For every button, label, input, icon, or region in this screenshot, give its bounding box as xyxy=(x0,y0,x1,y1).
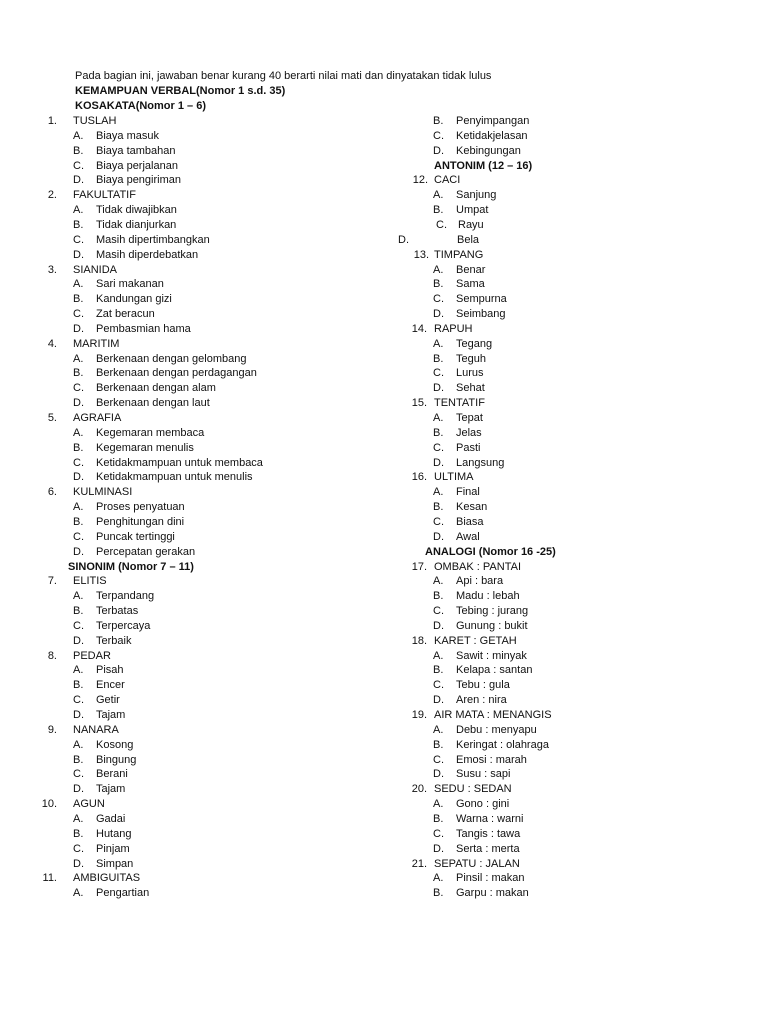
option-letter: B. xyxy=(433,590,444,603)
question-number: 19. xyxy=(411,709,427,721)
question-word: RAPUH xyxy=(434,322,473,335)
option-text: Penyimpangan xyxy=(456,115,530,127)
option-letter: A. xyxy=(433,337,444,350)
question-number: 13. xyxy=(413,248,429,261)
option-text: Tepat xyxy=(456,412,483,424)
option-letter: B. xyxy=(433,887,444,900)
option-text: Percepatan gerakan xyxy=(96,545,196,558)
option-text: Kegemaran membaca xyxy=(96,426,205,439)
option-text: Madu : lebah xyxy=(456,590,520,603)
section-heading: SINONIM (Nomor 7 – 11) xyxy=(68,560,194,573)
section-heading: KOSAKATA(Nomor 1 – 6) xyxy=(75,100,206,112)
option-text: Kandungan gizi xyxy=(96,293,172,306)
question-word: TIMPANG xyxy=(434,248,484,261)
option-text: Api : bara xyxy=(456,575,504,588)
option-letter: D. xyxy=(73,545,84,558)
option-letter: B. xyxy=(73,218,84,231)
option-text: Seimbang xyxy=(456,308,506,321)
option-text: Terbaik xyxy=(96,634,132,647)
question-word: ELITIS xyxy=(73,575,107,588)
option-text: Tangis : tawa xyxy=(456,827,521,840)
option-letter: A. xyxy=(433,872,444,885)
option-letter: D. xyxy=(73,397,84,410)
option-letter: D. xyxy=(73,322,84,335)
question-word: ULTIMA xyxy=(434,471,474,484)
option-letter: C. xyxy=(73,382,84,395)
question-number: 10. xyxy=(41,798,57,811)
option-text: Berani xyxy=(96,768,128,781)
question-number: 11. xyxy=(42,872,57,885)
option-letter: D. xyxy=(398,233,409,246)
option-letter: A. xyxy=(73,278,84,291)
option-letter: B. xyxy=(73,679,84,692)
option-text: Warna : warni xyxy=(456,812,524,825)
option-text: Kebingungan xyxy=(456,144,521,157)
option-text: Garpu : makan xyxy=(456,887,529,900)
option-letter: D. xyxy=(433,456,444,469)
question-number: 1. xyxy=(47,115,57,127)
question-word: OMBAK : PANTAI xyxy=(434,560,521,573)
question-number: 9. xyxy=(47,723,57,736)
option-text: Simpan xyxy=(96,857,134,870)
question-number: 6. xyxy=(47,486,57,499)
option-letter: B. xyxy=(433,738,444,751)
option-letter: D. xyxy=(73,783,84,796)
option-text: Emosi : marah xyxy=(456,753,527,766)
option-letter: A. xyxy=(73,738,84,751)
option-text: Bela xyxy=(457,233,480,246)
option-letter: B. xyxy=(73,441,84,454)
question-word: NANARA xyxy=(73,723,119,736)
option-letter: C. xyxy=(73,159,84,172)
option-text: Kegemaran menulis xyxy=(96,441,194,454)
option-text: Biaya perjalanan xyxy=(96,159,178,172)
option-text: Gono : gini xyxy=(456,798,510,811)
question-word: AGUN xyxy=(73,798,105,811)
question-number: 20. xyxy=(411,783,427,796)
option-letter: A. xyxy=(73,352,84,365)
option-letter: D. xyxy=(73,709,84,721)
question-number: 12. xyxy=(412,174,428,187)
option-letter: A. xyxy=(433,486,444,499)
option-text: Getir xyxy=(96,694,120,707)
main-heading: KEMAMPUAN VERBAL(Nomor 1 s.d. 35) xyxy=(75,85,286,97)
question-number: 2. xyxy=(47,189,57,202)
question-word: KULMINASI xyxy=(73,486,133,499)
option-text: Pisah xyxy=(96,664,124,677)
question-number: 7. xyxy=(47,575,57,588)
option-letter: C. xyxy=(433,605,444,618)
option-letter: A. xyxy=(73,812,84,825)
option-text: Sawit : minyak xyxy=(456,649,527,662)
option-text: Jelas xyxy=(456,426,482,439)
section-heading: ANTONIM (12 – 16) xyxy=(434,159,533,172)
option-text: Biasa xyxy=(456,515,484,528)
option-text: Puncak tertinggi xyxy=(96,530,175,543)
option-letter: D. xyxy=(73,634,84,647)
option-letter: D. xyxy=(433,308,444,321)
option-text: Pasti xyxy=(456,441,481,454)
option-text: Tajam xyxy=(96,783,126,796)
option-text: Kelapa : santan xyxy=(456,664,533,677)
option-letter: D. xyxy=(433,144,444,157)
option-letter: B. xyxy=(73,367,84,380)
option-letter: A. xyxy=(433,798,444,811)
option-text: Terpercaya xyxy=(96,619,151,632)
option-letter: C. xyxy=(436,218,447,231)
option-letter: D. xyxy=(433,382,444,395)
option-letter: B. xyxy=(73,605,84,618)
option-text: Tidak dianjurkan xyxy=(96,218,177,231)
question-number: 3. xyxy=(47,263,57,276)
option-text: Terpandang xyxy=(96,590,155,603)
option-text: Berkenaan dengan perdagangan xyxy=(96,367,257,380)
option-letter: A. xyxy=(73,204,84,217)
option-letter: A. xyxy=(73,887,84,900)
option-text: Biaya masuk xyxy=(96,129,159,142)
option-text: Kosong xyxy=(96,738,134,751)
question-word: FAKULTATIF xyxy=(73,189,136,202)
option-letter: B. xyxy=(433,278,444,291)
option-text: Keringat : olahraga xyxy=(456,738,549,751)
option-letter: D. xyxy=(73,857,84,870)
option-text: Zat beracun xyxy=(96,308,155,321)
question-number: 8. xyxy=(47,649,57,662)
option-letter: B. xyxy=(433,352,444,365)
option-text: Final xyxy=(456,486,480,499)
question-word: CACI xyxy=(434,174,461,187)
option-letter: C. xyxy=(433,753,444,766)
question-word: TUSLAH xyxy=(73,115,117,127)
option-text: Tajam xyxy=(96,709,126,721)
question-word: SIANIDA xyxy=(73,263,118,276)
option-text: Ketidakmampuan untuk membaca xyxy=(96,456,263,469)
option-letter: A. xyxy=(73,664,84,677)
option-text: Berkenaan dengan alam xyxy=(96,382,216,395)
option-text: Encer xyxy=(96,679,125,692)
option-letter: B. xyxy=(433,501,444,514)
option-letter: B. xyxy=(73,827,84,840)
option-text: Masih diperdebatkan xyxy=(96,248,199,261)
question-word: KARET : GETAH xyxy=(434,634,517,647)
option-letter: B. xyxy=(433,204,444,217)
question-number: 21. xyxy=(411,857,427,870)
option-text: Rayu xyxy=(458,218,484,231)
option-text: Pembasmian hama xyxy=(96,322,191,335)
option-letter: C. xyxy=(73,308,84,321)
option-text: Biaya pengiriman xyxy=(96,174,181,187)
question-word: SEPATU : JALAN xyxy=(434,857,520,870)
option-letter: D. xyxy=(433,619,444,632)
question-word: SEDU : SEDAN xyxy=(434,783,512,796)
option-text: Gadai xyxy=(96,812,126,825)
option-text: Awal xyxy=(456,530,480,543)
option-letter: C. xyxy=(73,233,84,246)
option-letter: B. xyxy=(73,144,84,157)
option-text: Pengartian xyxy=(96,887,150,900)
option-text: Serta : merta xyxy=(456,842,520,855)
option-letter: D. xyxy=(433,768,444,781)
question-word: AIR MATA : MENANGIS xyxy=(434,709,552,721)
option-letter: C. xyxy=(433,129,444,142)
option-letter: D. xyxy=(73,174,84,187)
option-text: Langsung xyxy=(456,456,505,469)
question-number: 18. xyxy=(411,634,427,647)
option-text: Aren : nira xyxy=(456,694,507,707)
question-number: 16. xyxy=(411,471,427,484)
option-letter: C. xyxy=(73,530,84,543)
option-text: Sama xyxy=(456,278,485,291)
option-letter: A. xyxy=(73,590,84,603)
option-letter: D. xyxy=(73,248,84,261)
question-word: TENTATIF xyxy=(434,397,485,410)
question-word: AMBIGUITAS xyxy=(73,872,141,885)
option-text: Proses penyatuan xyxy=(96,501,185,514)
option-text: Pinjam xyxy=(96,842,130,855)
option-letter: C. xyxy=(73,619,84,632)
option-text: Debu : menyapu xyxy=(456,723,537,736)
option-text: Masih dipertimbangkan xyxy=(96,233,210,246)
option-text: Sanjung xyxy=(456,189,497,202)
option-text: Tegang xyxy=(456,337,493,350)
option-letter: B. xyxy=(433,426,444,439)
option-letter: C. xyxy=(433,679,444,692)
question-word: MARITIM xyxy=(73,337,120,350)
option-text: Berkenaan dengan laut xyxy=(96,397,210,410)
option-letter: C. xyxy=(73,456,84,469)
option-letter: A. xyxy=(73,426,84,439)
option-text: Tidak diwajibkan xyxy=(96,204,177,217)
option-letter: B. xyxy=(433,115,444,127)
section-heading: ANALOGI (Nomor 16 -25) xyxy=(425,545,556,558)
option-text: Sehat xyxy=(456,382,485,395)
option-text: Teguh xyxy=(456,352,486,365)
option-letter: D. xyxy=(433,530,444,543)
option-letter: C. xyxy=(433,827,444,840)
intro-text: Pada bagian ini, jawaban benar kurang 40 berarti nilai mati dan dinyatakan tidak lulus xyxy=(75,70,492,82)
option-letter: A. xyxy=(433,189,444,202)
option-letter: A. xyxy=(73,501,84,514)
option-letter: C. xyxy=(73,768,84,781)
option-letter: D. xyxy=(73,471,84,484)
option-letter: C. xyxy=(433,441,444,454)
option-letter: B. xyxy=(73,293,84,306)
option-letter: C. xyxy=(433,293,444,306)
option-text: Tebu : gula xyxy=(456,679,510,692)
option-letter: B. xyxy=(73,515,84,528)
question-number: 5. xyxy=(47,412,57,424)
question-number: 4. xyxy=(47,337,57,350)
option-text: Penghitungan dini xyxy=(96,515,185,528)
option-text: Terbatas xyxy=(96,605,139,618)
question-number: 14. xyxy=(411,322,427,335)
question-number: 17. xyxy=(411,560,427,573)
option-text: Biaya tambahan xyxy=(96,144,176,157)
option-text: Bingung xyxy=(96,753,137,766)
option-text: Benar xyxy=(456,263,486,276)
option-letter: D. xyxy=(433,694,444,707)
option-text: Umpat xyxy=(456,204,489,217)
option-letter: A. xyxy=(433,263,444,276)
option-letter: C. xyxy=(73,842,84,855)
option-letter: C. xyxy=(433,367,444,380)
option-text: Tebing : jurang xyxy=(456,605,529,618)
option-letter: B. xyxy=(73,753,84,766)
option-text: Ketidakjelasan xyxy=(456,129,528,142)
option-letter: A. xyxy=(73,129,84,142)
option-letter: A. xyxy=(433,649,444,662)
question-number: 15. xyxy=(411,397,427,410)
option-letter: A. xyxy=(433,412,444,424)
option-letter: B. xyxy=(433,812,444,825)
option-text: Sempurna xyxy=(456,293,507,306)
option-letter: C. xyxy=(433,515,444,528)
option-text: Ketidakmampuan untuk menulis xyxy=(96,471,253,484)
option-text: Gunung : bukit xyxy=(456,619,528,632)
option-text: Sari makanan xyxy=(96,278,164,291)
option-text: Lurus xyxy=(456,367,484,380)
question-word: PEDAR xyxy=(73,649,111,662)
option-text: Susu : sapi xyxy=(456,768,511,781)
option-letter: C. xyxy=(73,694,84,707)
option-letter: A. xyxy=(433,723,444,736)
option-text: Kesan xyxy=(456,501,488,514)
option-letter: A. xyxy=(433,575,444,588)
option-letter: B. xyxy=(433,664,444,677)
option-text: Hutang xyxy=(96,827,132,840)
option-text: Berkenaan dengan gelombang xyxy=(96,352,247,365)
question-word: AGRAFIA xyxy=(73,412,122,424)
option-text: Pinsil : makan xyxy=(456,872,525,885)
option-letter: D. xyxy=(433,842,444,855)
